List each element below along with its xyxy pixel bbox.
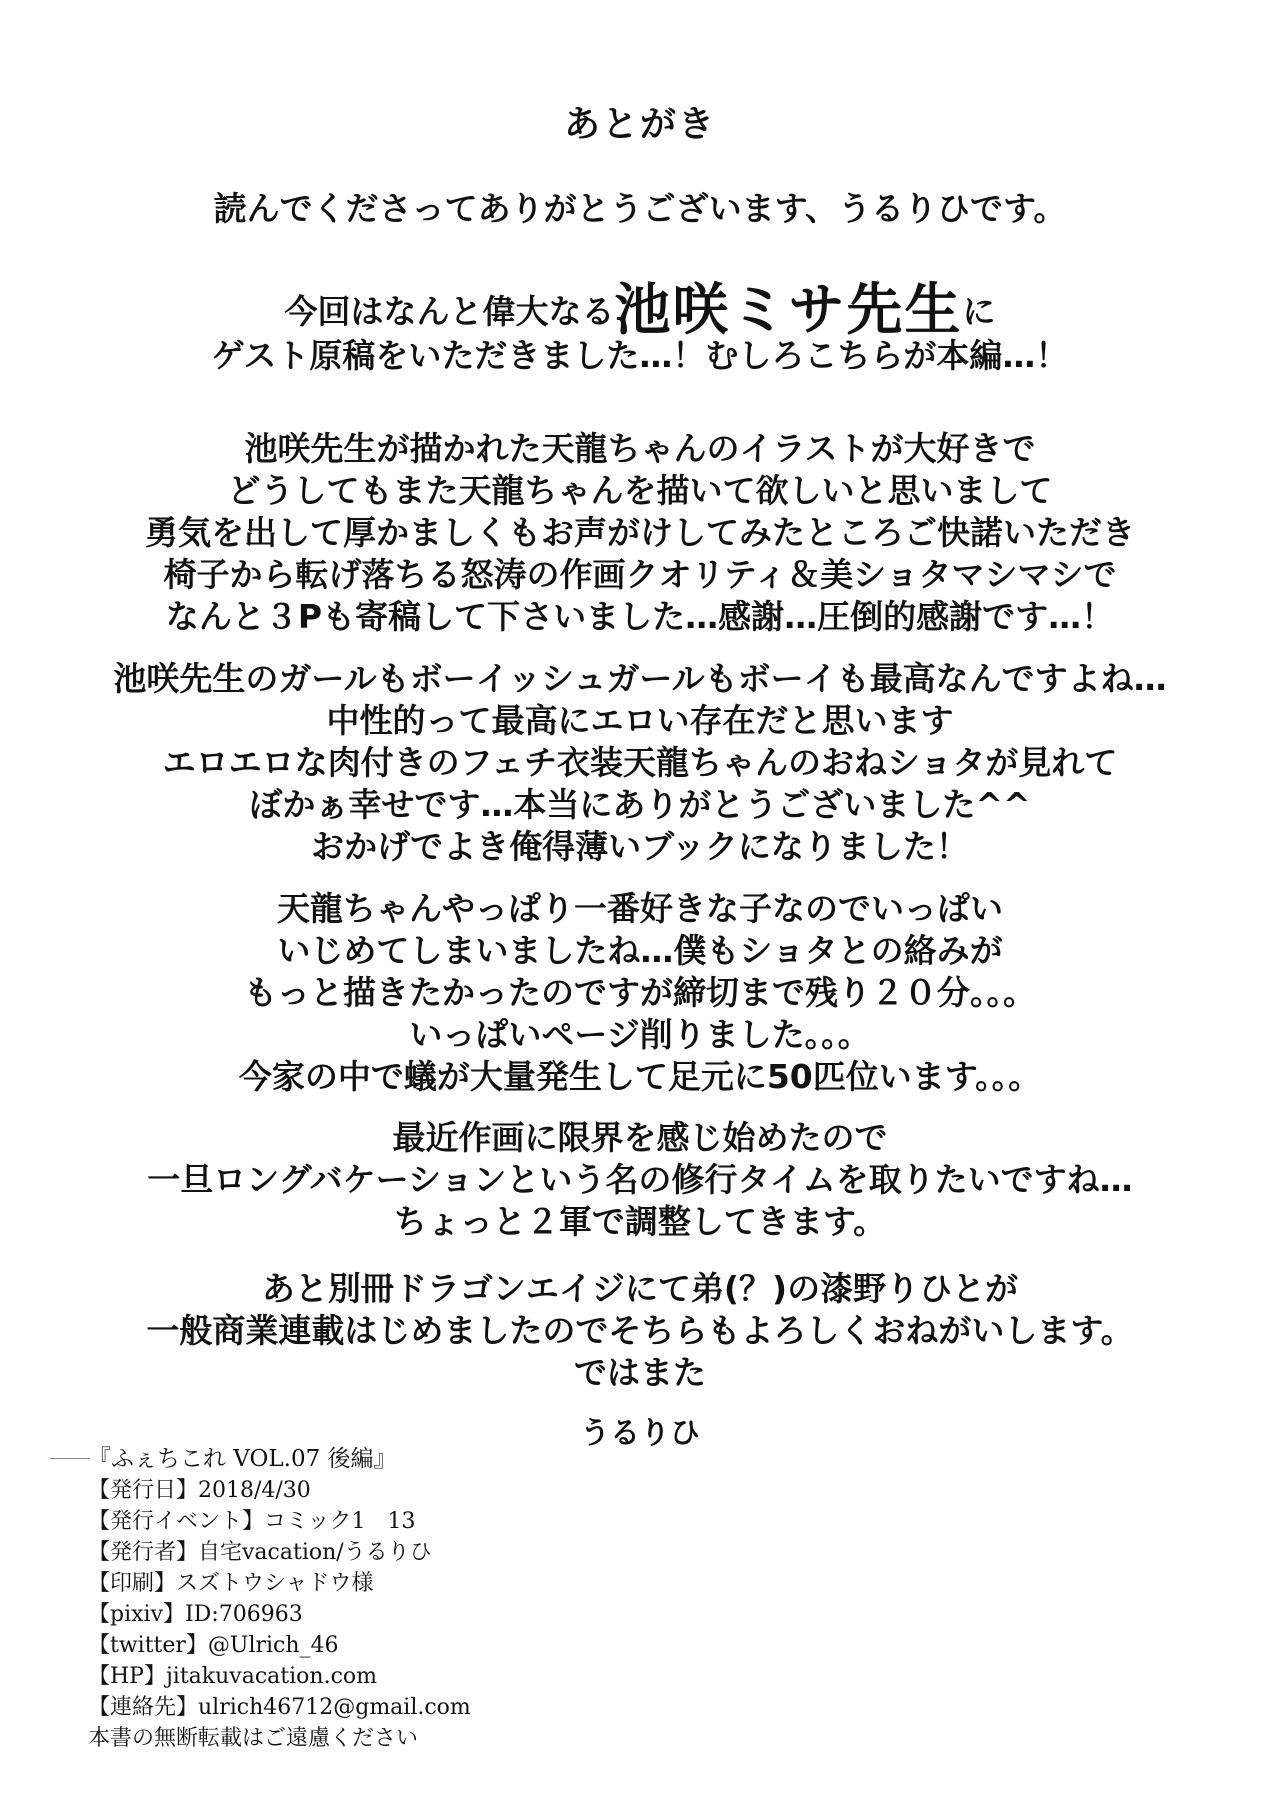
colophon-row: 本書の無断転載はご遠慮ください [88,1726,419,1751]
paragraph-4-line: 池咲先生のガールもボーイッシュガールもボーイも最高なんですよね… [113,659,1167,698]
colophon-row: 【HP】jitakuvacation.com [88,1664,377,1689]
colophon-row: 【発行日】2018/4/30 [88,1478,311,1503]
colophon-row: 【発行者】自宅vacation/うるりひ [88,1540,432,1565]
paragraph-5-line: 今家の中で蟻が大量発生して足元に50匹位います。。。 [238,1057,1042,1096]
paragraph-6-line: 一旦ロングバケーションという名の修行タイムを取りたいですね… [147,1160,1133,1199]
colophon-row: 【連絡先】ulrich46712@gmail.com [88,1695,471,1720]
paragraph-7-line: 一般商業連載はじめましたのでそちらもよろしくおねがいします。 [146,1311,1134,1350]
colophon [88,1444,471,1754]
colophon-divider [50,1458,90,1459]
guest-line-2: ゲスト原稿をいただきました…！むしろこちらが本編…！ [211,336,1069,375]
colophon-book-title: 『ふぇちこれ VOL.07 後編』 [88,1446,397,1472]
author-signature: うるりひ [580,1416,700,1451]
guest-line-1-post: に [962,292,996,331]
paragraph-7-line: ではまた [574,1353,706,1392]
paragraph-4-line: 中性的って最高にエロい存在だと思います [326,701,954,740]
paragraph-6-line: ちょっと２軍で調整してきます。 [393,1202,887,1241]
paragraph-5-line: いっぱいページ削りました。。。 [409,1015,871,1054]
paragraph-4-line: おかげでよき俺得薄いブックになりました！ [311,827,969,866]
paragraph-7 [0,1268,1280,1394]
colophon-row: 【pixiv】ID:706963 [88,1602,303,1627]
page-title: あとがき [563,104,716,145]
paragraph-6-line: 最近作画に限界を感じ始めたので [392,1118,888,1157]
paragraph-3 [0,428,1280,638]
paragraph-3-line: なんと３Pも寄稿して下さいました…感謝…圧倒的感謝です…！ [165,597,1115,636]
paragraph-4 [0,658,1280,868]
paragraph-3-line: 勇気を出して厚かましくもお声がけしてみたところご快諾いただき [145,513,1135,552]
colophon-row: 【印刷】スズトウシャドウ様 [88,1571,374,1596]
guest-paragraph [0,278,1280,377]
paragraph-3-line: 椅子から転げ落ちる怒涛の作画クオリティ＆美ショタマシマシで [163,555,1117,594]
guest-artist-name: 池咲ミサ先生 [614,278,963,343]
intro-line: 読んでくださってありがとうございます、うるりひです。 [213,189,1067,228]
paragraph-5 [0,888,1280,1098]
colophon-row: 【発行イベント】コミック1 13 [88,1509,416,1534]
guest-line-1 [0,278,1280,343]
paragraph-3-line: どうしてもまた天龍ちゃんを描いて欲しいと思いまして [227,471,1053,510]
paragraph-5-line: もっと描きたかったのですが締切まで残り２０分。。。 [244,973,1036,1012]
colophon-row: 【twitter】@Ulrich_46 [88,1633,339,1658]
paragraph-4-line: エロエロな肉付きのフェチ衣装天龍ちゃんのおねショタが見れて [162,743,1118,782]
paragraph-3-line: 池咲先生が描かれた天龍ちゃんのイラストが大好きで [244,429,1036,468]
paragraph-6 [0,1117,1280,1243]
guest-line-1-pre: 今回はなんと偉大なる [284,292,615,331]
paragraph-5-line: 天龍ちゃんやっぱり一番好きな子なのでいっぱい [277,889,1003,928]
paragraph-7-line: あと別冊ドラゴンエイジにて弟(？)の漆野りひとが [261,1269,1019,1308]
paragraph-5-line: いじめてしまいましたね…僕もショタとの絡みが [277,931,1003,970]
intro-paragraph [0,188,1280,230]
paragraph-4-line: ぼかぁ幸せです…本当にありがとうございました^^ [249,785,1031,824]
